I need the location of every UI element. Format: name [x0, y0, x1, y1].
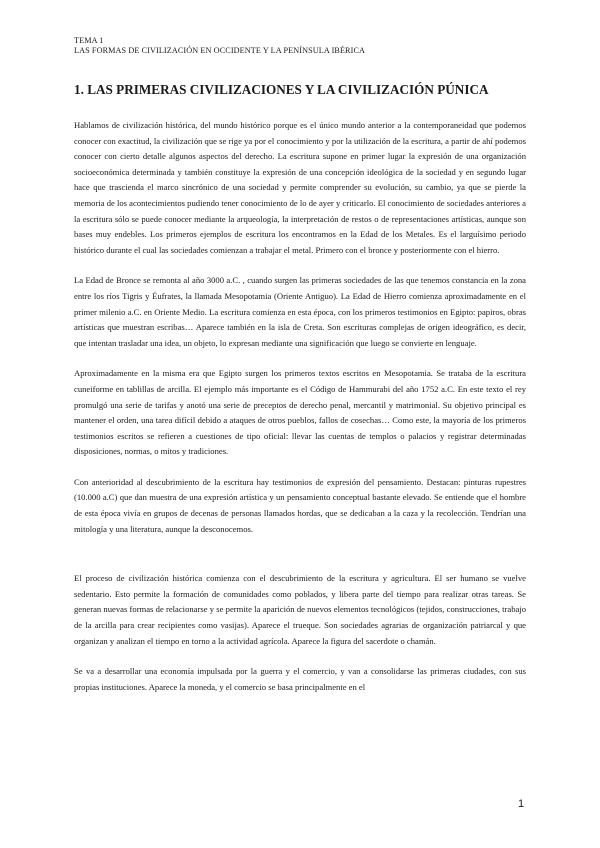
header-topic: TEMA 1	[74, 36, 104, 45]
document-body	[74, 118, 526, 695]
running-header	[74, 36, 365, 56]
paragraph: Se va a desarrollar una economía impulsada por la guerra y el comercio, y van a consolidarse las primeras ciudades, con sus propias instituciones. Aparece la moneda, y el comercio se basa principalmente en el	[74, 666, 526, 692]
paragraph: Aproximadamente en la misma era que Egipto surgen los primeros textos escritos en Mesopotamia. Se trataba de la escritura cuneiforme en tablillas de arcilla. El ejemplo más importante es el Código de Hammurabi del año 1752 a.C. En este texto el rey promulgó una serie de tarifas y anotó una serie de preceptos de derecho penal, mercantil y matrimonial. Su objetivo principal es mantener el orden, una tarea difícil debido a ataques de otros pueblos, fallos de cosechas… Como este, la mayoría de los primeros testimonios escritos se refieren a cuestiones de tipo oficial: llevar las cuentas de templos o palacios y registrar determinadas disposiciones, normas, o mitos y tradiciones.	[74, 368, 526, 457]
paragraph: La Edad de Bronce se remonta al año 3000 a.C. , cuando surgen las primeras sociedades de las que tenemos constancia en la zona entre los ríos Tigris y Éufrates, la llamada Mesopotamia (Oriente Antiguo). La Edad de Hierro comienza aproximadamente en el primer milenio a.C. en Oriente Medio. La escritura comienza en esta época, con los primeros testimonios en Egipto: papiros, obras artísticas que muestran escribas… Aparece también en la isla de Creta. Son escrituras complejas de origen ideográfico, es decir, que intentan trasladar una idea, un objeto, lo expresan mediante una significación que luego se convierte en lenguaje.	[74, 275, 526, 348]
page-number: 1	[518, 798, 525, 810]
paragraph: Con anterioridad al descubrimiento de la escritura hay testimonios de expresión del pensamiento. Destacan: pinturas rupestres (10.000 a.C) que dan muestra de una expresión artística y un pensamiento conceptual bastante elevado. Se entiende que el hombre de esta época vivía en grupos de decenas de personas llamados hordas, que se dedicaban a la caza y la recolección. Tendrían una mitología y una literatura, aunque la desconocemos.	[74, 476, 526, 534]
header-subtitle: LAS FORMAS DE CIVILIZACIÓN EN OCCIDENTE Y LA PENÍNSULA IBÉRICA	[74, 46, 366, 55]
paragraph: El proceso de civilización histórica comienza con el descubrimiento de la escritura y agricultura. El ser humano se vuelve sedentario. Esto permite la formación de comunidades como poblados, y libera parte del tiempo para realizar otras tareas. Se generan nuevas formas de relacionarse y se permite la aparición de nuevos elementos tecnológicos (tejidos, construcciones, trabajo de la arcilla para crear recipientes como vasijas). Aparece el trueque. Son sociedades agrarias de organización patriarcal y que organizan y analizan el tiempo en torno a la actividad agrícola. Aparece la figura del sacerdote o chamán.	[74, 573, 526, 646]
paragraph: Hablamos de civilización histórica, del mundo histórico porque es el único mundo anterior a la contemporaneidad que podemos conocer con exactitud, la civilización que se rige ya por el conocimiento y por la utilización de la escritura, a partir de ahí podemos conocer con cierto detalle algunos aspectos del derecho. La escritura supone en primer lugar la expresión de una organización socioeconómica determinada y también constituye la expresión de una concepción ideológica de la sociedad y en segundo lugar hace que trascienda el marco sincrónico de una sociedad y permite comprender su evolución, su cambio, ya que se pierde la memoria de los acontecimientos pudiendo tener conocimiento de lo de ayer y criticarlo. El conocimiento de sociedades anteriores a la escritura sólo se puede conocer mediante la arqueología, la interpretación de restos o de representaciones artísticas, aunque son bases muy endebles. Los primeros ejemplos de escritura los encontramos en la Edad de los Metales. Es el larguísimo periodo histórico durante el cual las sociedades comienzan a trabajar el metal. Primero con el bronce y posteriormente con el hierro.	[74, 120, 526, 255]
section-title: 1. LAS PRIMERAS CIVILIZACIONES Y LA CIVILIZACIÓN PÚNICA	[74, 82, 489, 97]
